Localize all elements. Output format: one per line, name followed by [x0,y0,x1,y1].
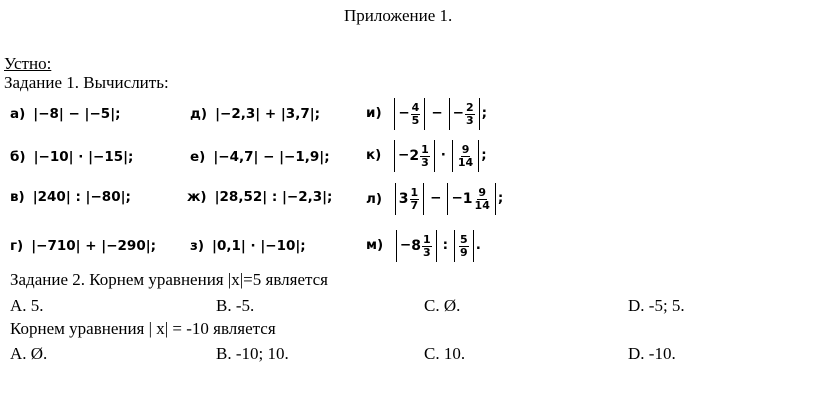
exercise-expression: |28,52| : |−2,3|; [214,189,333,205]
operator: · [440,147,446,164]
exercise-i [366,98,487,130]
numerator: 9 [461,142,470,156]
denominator: 9 [460,245,468,259]
fraction [422,234,432,258]
exercise-g [10,240,156,254]
page-title: Приложение 1. [344,6,453,25]
abs-value [395,183,424,215]
tail: . [475,237,481,254]
abs-value [452,140,479,172]
operator: : [442,237,449,254]
task2-question-2: Корнем уравнения | x| = -10 является [10,319,276,338]
exercise-expression [394,140,487,172]
exercise-expression [395,183,504,215]
whole-part: 1 [462,191,473,207]
abs-value [396,230,437,262]
fraction [474,187,491,211]
exercise-label: г) [10,238,24,254]
exercise-label: а) [10,106,26,122]
abs-value [454,230,474,262]
fraction [457,144,474,168]
numerator: 9 [478,185,487,199]
exercise-zh [187,191,332,205]
answer-option: D. -5; 5. [628,296,685,315]
oral-heading: Устно: [4,54,52,73]
exercise-expression: |−2,3| + |3,7|; [215,106,321,122]
denominator: 3 [421,155,429,169]
exercise-expression [396,230,481,262]
exercise-label: д) [190,106,208,122]
fraction [465,102,475,126]
whole-part: 3 [398,191,409,207]
denominator: 5 [411,113,420,127]
exercise-expression: |240| : |−80|; [32,189,131,205]
exercise-label: б) [10,149,26,165]
answer-option: D. -10. [628,344,676,363]
answer-option: A. 5. [10,296,44,315]
numerator: 5 [460,232,468,246]
exercise-expression [394,98,487,130]
task1-title: Задание 1. Вычислить: [4,73,169,92]
numerator: 1 [422,232,431,246]
operator: − [431,105,443,122]
sign: − [399,237,412,254]
sign: − [451,190,463,207]
exercise-v [10,191,131,205]
abs-value [449,98,480,130]
abs-value [394,98,425,130]
exercise-expression: |−710| + |−290|; [31,238,157,254]
whole-part: 2 [409,148,420,164]
denominator: 3 [422,245,431,259]
exercise-label: л) [366,191,383,207]
denominator: 3 [465,113,474,127]
exercise-label: е) [190,149,206,165]
exercise-z [190,240,306,254]
answer-option: A. Ø. [10,344,48,363]
exercise-k [366,140,487,172]
denominator: 14 [457,155,474,169]
abs-value [394,140,435,172]
sign: − [398,147,410,164]
exercise-label: в) [10,189,25,205]
exercise-expression: |−4,7| − |−1,9|; [213,149,330,165]
denominator: 7 [410,198,419,212]
answer-option: C. 10. [424,344,466,363]
fraction [420,144,430,168]
tail: ; [481,147,487,164]
numerator: 4 [411,100,420,114]
exercise-expression: |−8| − |−5|; [33,106,121,122]
exercise-label: к) [366,147,382,164]
whole-part: 8 [411,238,421,254]
sign: − [398,105,410,122]
exercise-label: з) [190,238,205,254]
exercise-b [10,151,133,165]
answer-option: B. -10; 10. [216,344,289,363]
numerator: 2 [465,100,474,114]
fraction [410,187,420,211]
denominator: 14 [474,198,490,212]
answer-option: B. -5. [216,296,255,315]
exercise-l [366,183,503,215]
numerator: 1 [421,142,429,156]
exercise-e [190,151,330,165]
exercise-expression: |0,1| · |−10|; [212,238,306,254]
numerator: 1 [410,185,419,199]
task2-question-1: Задание 2. Корнем уравнения |x|=5 является [10,270,328,289]
fraction [459,234,469,258]
exercise-d [190,108,320,122]
operator: − [430,190,442,207]
exercise-a [10,108,121,122]
tail: ; [481,105,487,122]
exercise-label: и) [366,105,382,122]
exercise-m [366,230,481,262]
abs-value [447,183,495,215]
tail: ; [497,190,504,207]
exercise-label: ж) [187,189,207,205]
exercise-label: м) [366,237,384,254]
exercise-expression: |−10| · |−15|; [33,149,134,165]
fraction [411,102,421,126]
answer-option: C. Ø. [424,296,461,315]
sign: − [452,105,464,122]
